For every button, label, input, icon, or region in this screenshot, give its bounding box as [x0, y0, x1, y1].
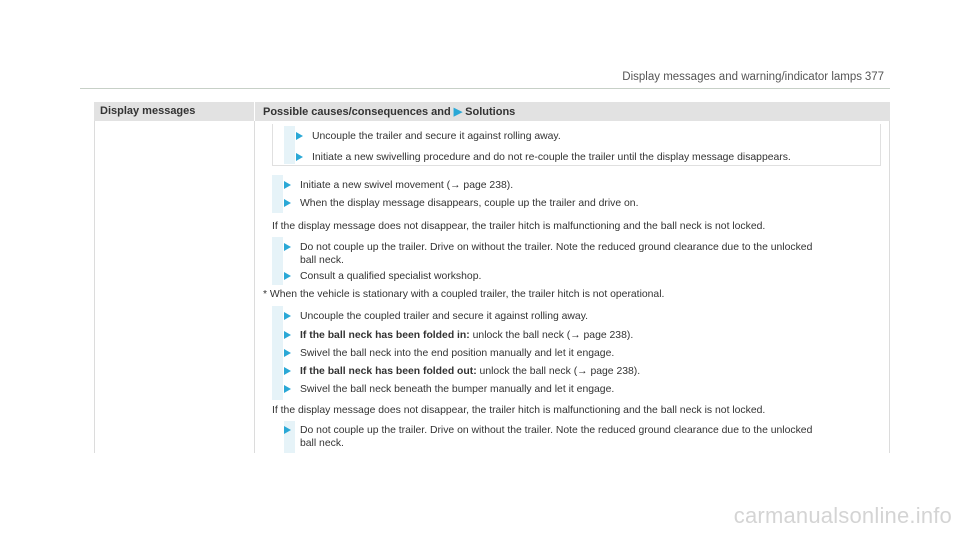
step-6-text: unlock the ball neck (→ page 238).: [469, 330, 634, 341]
table-header: [94, 102, 890, 121]
step-6: [300, 329, 633, 342]
step-arrow-icon: [296, 153, 303, 161]
header-rule: [80, 88, 890, 89]
col-header-display-messages: Display messages: [100, 105, 196, 117]
step-arrow-icon: [296, 132, 303, 140]
paragraph-2: If the display message does not disappear, the trailer hitch is malfunctioning and the ball neck is not locked.: [272, 405, 766, 416]
step-10-line-2: ball neck.: [300, 438, 344, 449]
step-5: Uncouple the coupled trailer and secure it against rolling away.: [300, 311, 589, 322]
step-3-line-2: ball neck.: [300, 255, 344, 266]
step-arrow-icon: [284, 385, 291, 393]
step-bar: [272, 306, 283, 400]
footnote: * When the vehicle is stationary with a coupled trailer, the trailer hitch is not operational.: [263, 289, 665, 300]
header-title: Display messages and warning/indicator lamps: [622, 71, 862, 83]
step-bar: [272, 237, 283, 285]
col-header-causes-solutions: [263, 105, 515, 118]
table-left-border: [94, 121, 95, 453]
step-8: [300, 365, 640, 378]
step-8-text: unlock the ball neck (→ page 238).: [476, 366, 641, 377]
step-arrow-icon: [284, 312, 291, 320]
step-7: Swivel the ball neck into the end position manually and let it engage.: [300, 348, 615, 359]
step-arrow-icon: [284, 426, 291, 434]
step-8-condition: If the ball neck has been folded out:: [300, 366, 477, 377]
step-6-condition: If the ball neck has been folded in:: [300, 330, 470, 341]
step-1: Initiate a new swivel movement (→ page 238).: [300, 180, 514, 191]
step-arrow-icon: [284, 243, 291, 251]
step-4: Consult a qualified specialist workshop.: [300, 271, 482, 282]
solution-arrow-icon: ▶: [453, 106, 463, 118]
paragraph-1: If the display message does not disappear, the trailer hitch is malfunctioning and the ball neck is not locked.: [272, 221, 766, 232]
inner-step-bar: [284, 126, 295, 164]
watermark: carmanualsonline.info: [733, 503, 952, 528]
inner-step-2: Initiate a new swivelling procedure and do not re-couple the trailer until the display message disappears.: [312, 152, 791, 163]
step-10-line-1: Do not couple up the trailer. Drive on without the trailer. Note the reduced ground clearance due to the unlocked: [300, 425, 813, 436]
step-arrow-icon: [284, 349, 291, 357]
step-9: Swivel the ball neck beneath the bumper manually and let it engage.: [300, 384, 615, 395]
step-arrow-icon: [284, 331, 291, 339]
step-arrow-icon: [284, 181, 291, 189]
col-header-prefix: Possible causes/consequences and: [263, 106, 451, 118]
table-right-border: [889, 121, 890, 453]
step-2: When the display message disappears, couple up the trailer and drive on.: [300, 198, 639, 209]
page-number: 377: [864, 71, 884, 83]
header-separator: [254, 102, 255, 121]
col-header-suffix: Solutions: [465, 106, 516, 118]
inner-step-1: Uncouple the trailer and secure it against rolling away.: [312, 131, 561, 142]
step-arrow-icon: [284, 199, 291, 207]
step-arrow-icon: [284, 367, 291, 375]
step-3-line-1: Do not couple up the trailer. Drive on without the trailer. Note the reduced ground clearance due to the unlocked: [300, 242, 813, 253]
table-column-divider: [254, 121, 255, 453]
step-bar: [272, 175, 283, 213]
step-arrow-icon: [284, 272, 291, 280]
